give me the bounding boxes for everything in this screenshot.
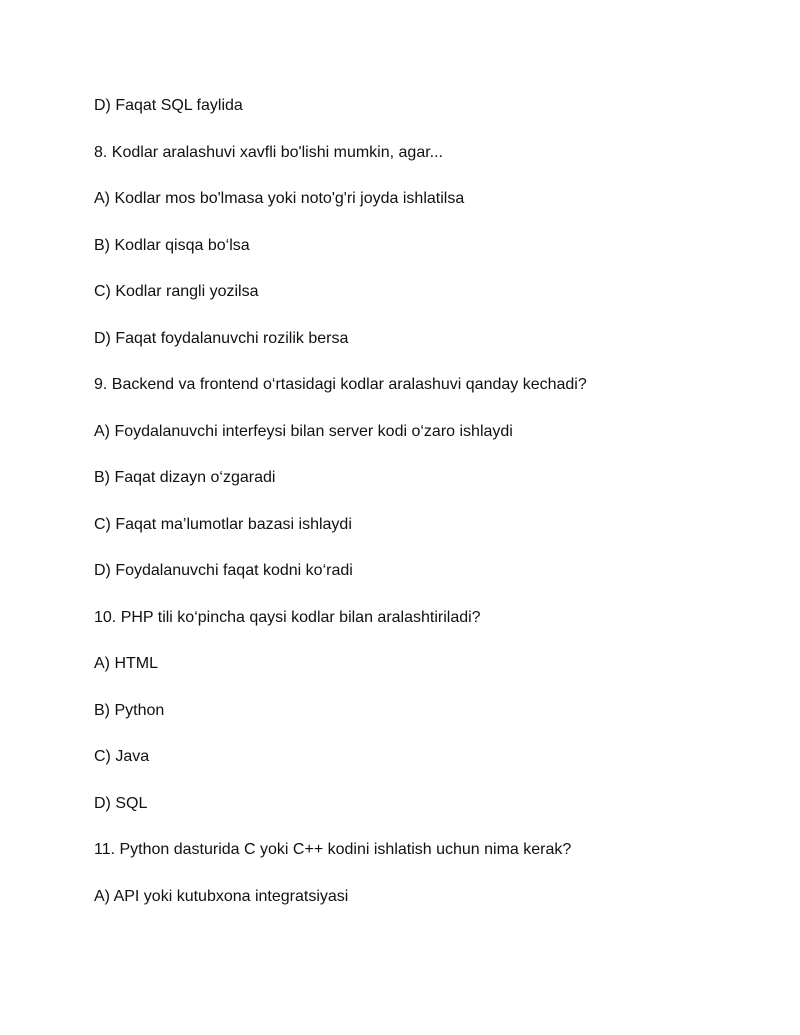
option-b-q8: B) Kodlar qisqa bo‘lsa <box>94 237 250 254</box>
option-d-q8: D) Faqat foydalanuvchi rozilik bersa <box>94 330 349 347</box>
option-a-q11: A) API yoki kutubxona integratsiyasi <box>94 888 349 905</box>
question-11: 11. Python dasturida C yoki C++ kodini ishlatish uchun nima kerak? <box>94 841 572 858</box>
option-c-q10: C) Java <box>94 748 150 765</box>
question-8: 8. Kodlar aralashuvi xavfli bo'lishi mumkin, agar... <box>94 144 443 161</box>
option-d-q7: D) Faqat SQL faylida <box>94 97 243 114</box>
option-a-q9: A) Foydalanuvchi interfeysi bilan server kodi o‘zaro ishlaydi <box>94 423 513 440</box>
option-c-q8: C) Kodlar rangli yozilsa <box>94 283 259 300</box>
question-9: 9. Backend va frontend o‘rtasidagi kodlar aralashuvi qanday kechadi? <box>94 376 587 393</box>
option-b-q9: B) Faqat dizayn o‘zgaradi <box>94 469 276 486</box>
question-10: 10. PHP tili ko‘pincha qaysi kodlar bilan aralashtiriladi? <box>94 609 481 626</box>
option-a-q10: A) HTML <box>94 655 158 672</box>
option-a-q8: A) Kodlar mos bo'lmasa yoki noto'g'ri joyda ishlatilsa <box>94 190 465 207</box>
option-b-q10: B) Python <box>94 702 165 719</box>
option-d-q10: D) SQL <box>94 795 148 812</box>
option-c-q9: C) Faqat ma’lumotlar bazasi ishlaydi <box>94 516 352 533</box>
option-d-q9: D) Foydalanuvchi faqat kodni ko‘radi <box>94 562 353 579</box>
